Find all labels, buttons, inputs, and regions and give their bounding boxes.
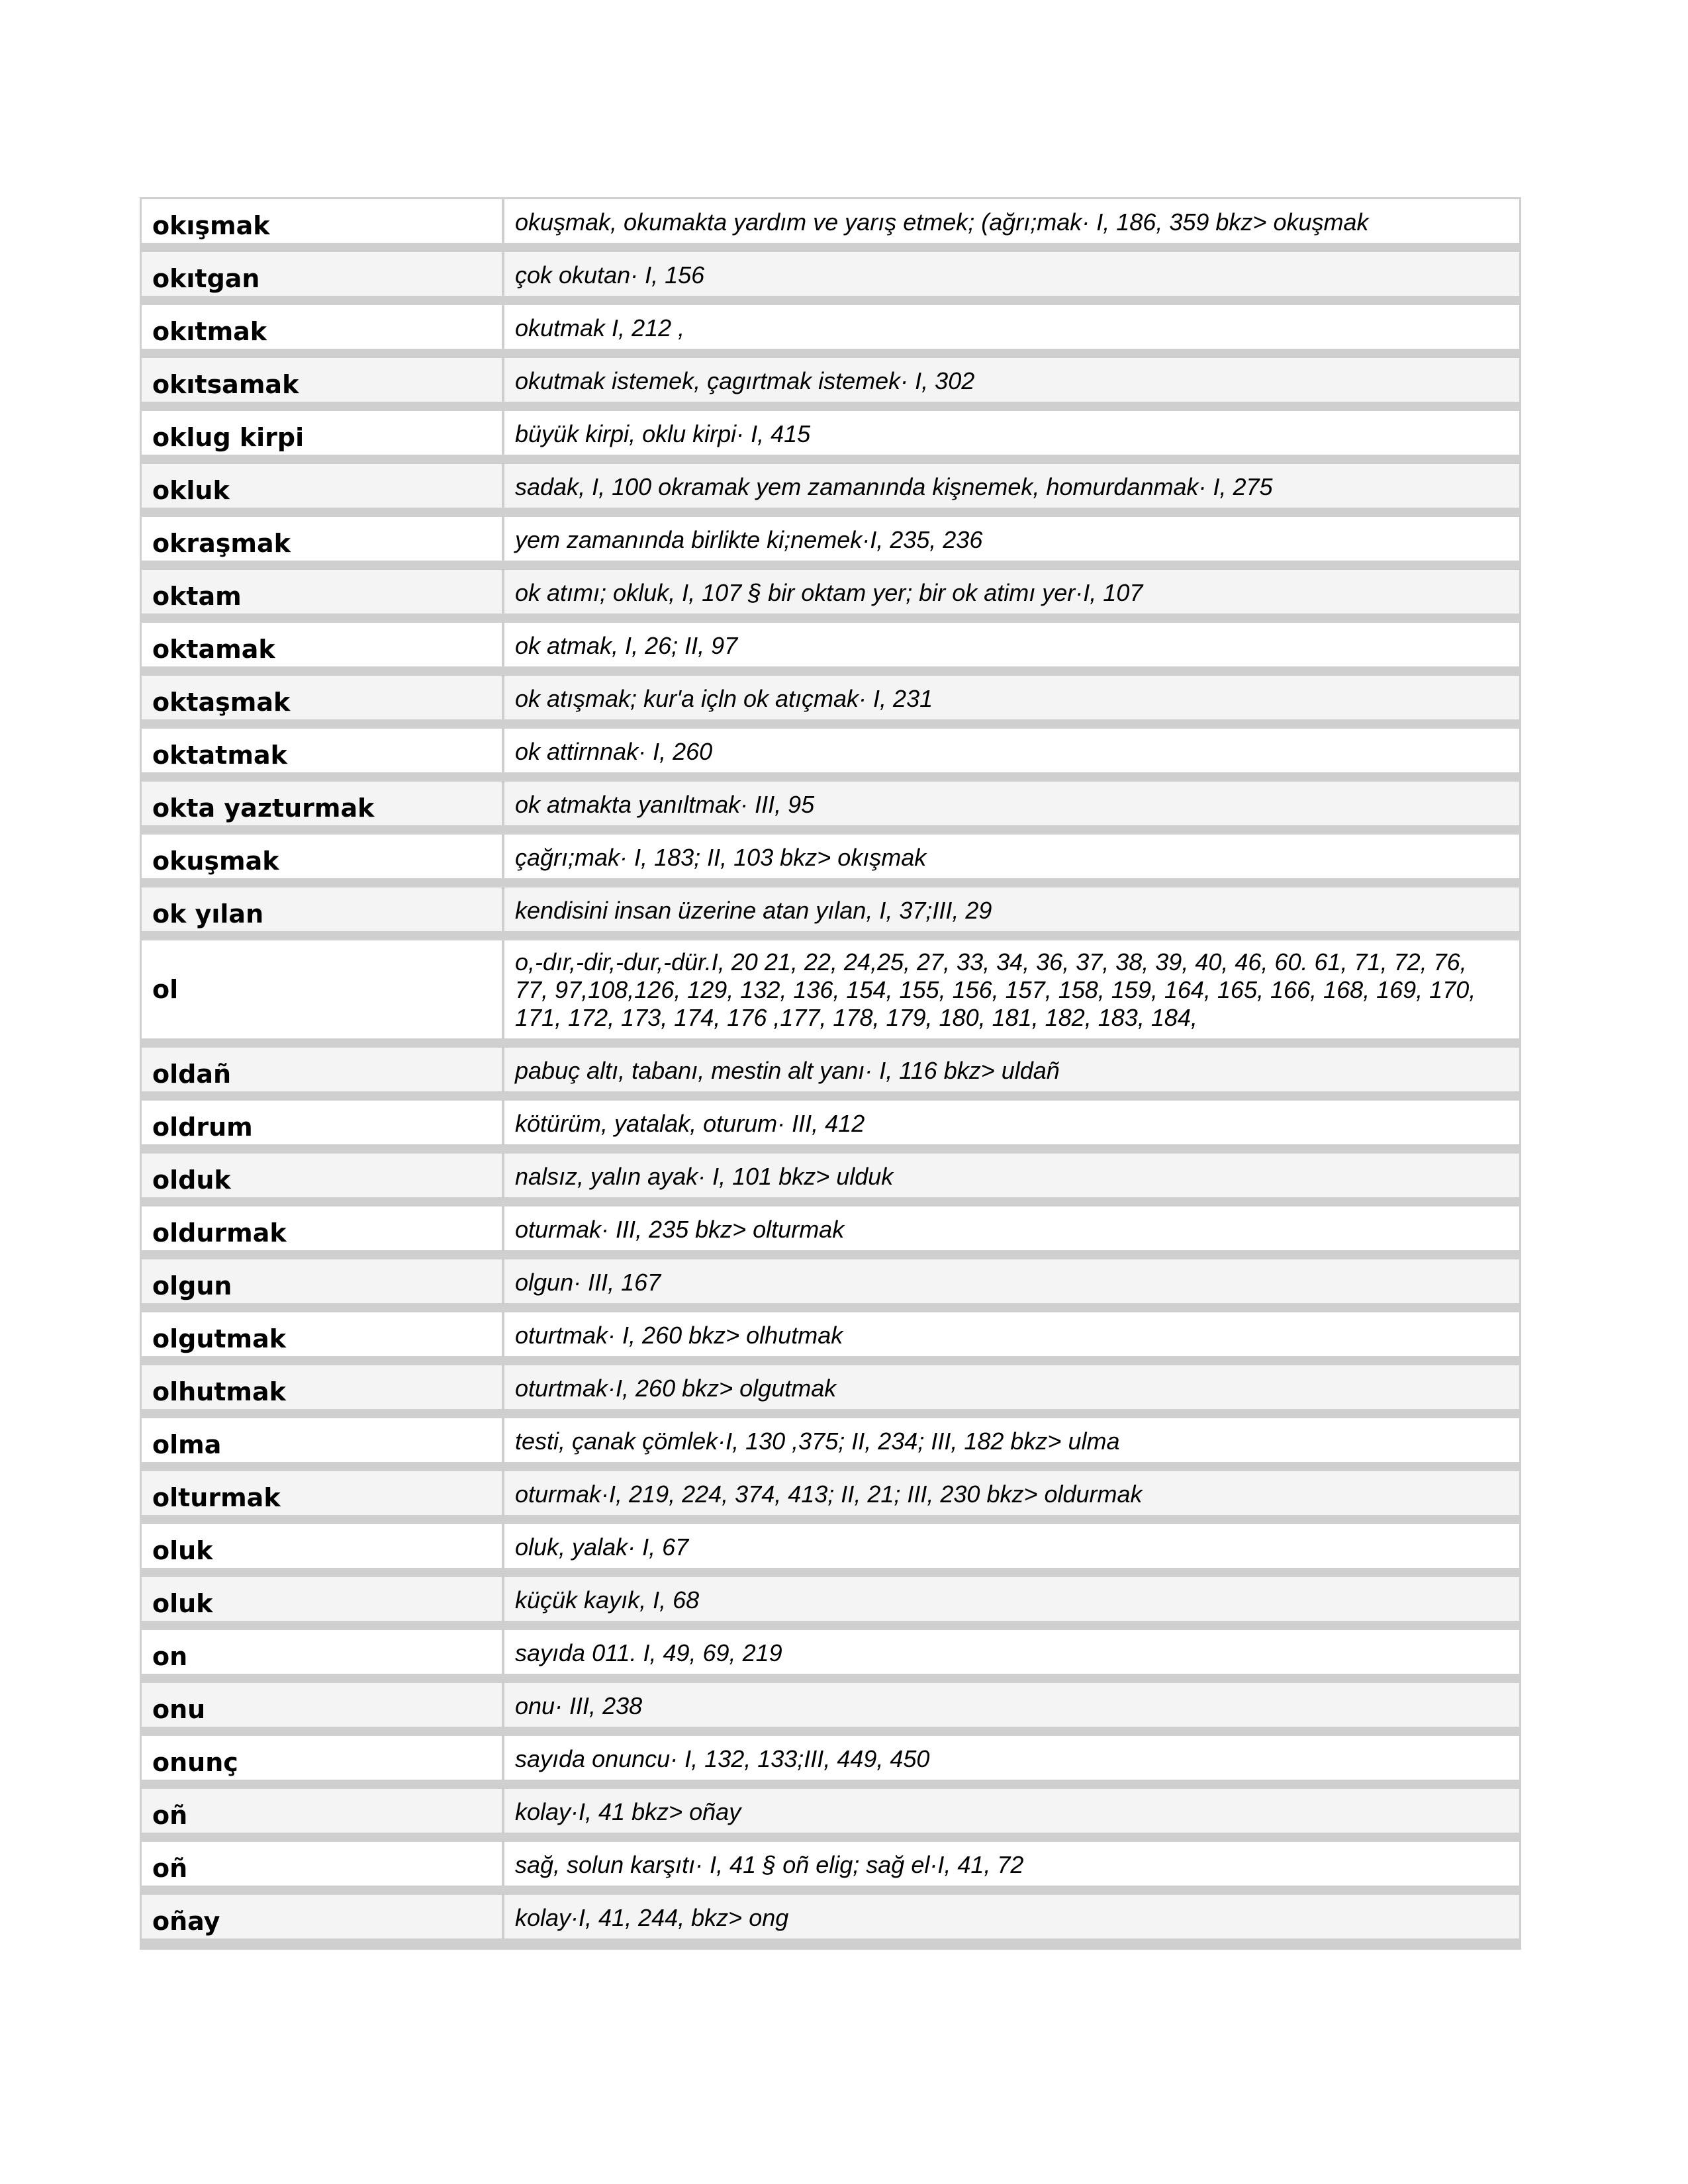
definition-cell: ok atımı; okluk, I, 107 § bir oktam yer; bir ok atimı yer·I, 107 bbox=[504, 570, 1519, 614]
definition-cell: sayıda 011. I, 49, 69, 219 bbox=[504, 1630, 1519, 1674]
term-cell: okıtgan bbox=[142, 252, 504, 296]
table-row bbox=[142, 1683, 1519, 1736]
term-cell: oktamak bbox=[142, 623, 504, 666]
definition-cell: küçük kayık, I, 68 bbox=[504, 1577, 1519, 1621]
definition-cell: oturmak· III, 235 bkz> olturmak bbox=[504, 1206, 1519, 1250]
term-cell: okraşmak bbox=[142, 517, 504, 561]
table-row bbox=[142, 1471, 1519, 1524]
term-cell: olhutmak bbox=[142, 1365, 504, 1409]
definition-cell: çağrı;mak· I, 183; II, 103 bkz> okışmak bbox=[504, 835, 1519, 878]
term-cell: okışmak bbox=[142, 199, 504, 243]
table-row bbox=[142, 1630, 1519, 1683]
term-cell: okıtmak bbox=[142, 305, 504, 349]
definition-cell: ok attirnnak· I, 260 bbox=[504, 729, 1519, 772]
table-row bbox=[142, 1259, 1519, 1312]
term-cell: oñ bbox=[142, 1842, 504, 1886]
definition-cell: oturtmak· I, 260 bkz> olhutmak bbox=[504, 1312, 1519, 1356]
definition-cell: oturmak·I, 219, 224, 374, 413; II, 21; III, 230 bkz> oldurmak bbox=[504, 1471, 1519, 1515]
table-row bbox=[142, 1418, 1519, 1471]
table-row bbox=[142, 517, 1519, 570]
definition-cell: çok okutan· I, 156 bbox=[504, 252, 1519, 296]
term-cell: oluk bbox=[142, 1524, 504, 1568]
term-cell: oldurmak bbox=[142, 1206, 504, 1250]
term-cell: onu bbox=[142, 1683, 504, 1727]
table-row bbox=[142, 782, 1519, 835]
definition-cell: kendisini insan üzerine atan yılan, I, 37;III, 29 bbox=[504, 887, 1519, 931]
table-row bbox=[142, 411, 1519, 464]
definition-cell: ok atmak, I, 26; II, 97 bbox=[504, 623, 1519, 666]
table-row bbox=[142, 1577, 1519, 1630]
term-cell: oldañ bbox=[142, 1048, 504, 1091]
table-row bbox=[142, 464, 1519, 517]
definition-cell: sağ, solun karşıtı· I, 41 § oñ elig; sağ el·I, 41, 72 bbox=[504, 1842, 1519, 1886]
table-row bbox=[142, 252, 1519, 305]
definition-cell: sadak, I, 100 okramak yem zamanında kişnemek, homurdanmak· I, 275 bbox=[504, 464, 1519, 508]
table-row bbox=[142, 835, 1519, 887]
term-cell: okıtsamak bbox=[142, 358, 504, 402]
term-cell: on bbox=[142, 1630, 504, 1674]
term-cell: olma bbox=[142, 1418, 504, 1462]
table-row bbox=[142, 1842, 1519, 1895]
term-cell: ok yılan bbox=[142, 887, 504, 931]
term-cell: okluk bbox=[142, 464, 504, 508]
definition-cell: okuşmak, okumakta yardım ve yarış etmek; (ağrı;mak· I, 186, 359 bkz> okuşmak bbox=[504, 199, 1519, 243]
table-row bbox=[142, 1736, 1519, 1789]
term-cell: oldrum bbox=[142, 1101, 504, 1144]
table-row bbox=[142, 1312, 1519, 1365]
term-cell: okta yazturmak bbox=[142, 782, 504, 825]
definition-cell: yem zamanında birlikte ki;nemek·I, 235, 236 bbox=[504, 517, 1519, 561]
definition-cell: nalsız, yalın ayak· I, 101 bkz> ulduk bbox=[504, 1154, 1519, 1197]
definition-cell: kötürüm, yatalak, oturum· III, 412 bbox=[504, 1101, 1519, 1144]
definition-cell: kolay·I, 41 bkz> oñay bbox=[504, 1789, 1519, 1833]
definition-cell: kolay·I, 41, 244, bkz> ong bbox=[504, 1895, 1519, 1938]
table-row bbox=[142, 1524, 1519, 1577]
term-cell: olgun bbox=[142, 1259, 504, 1303]
table-row bbox=[142, 887, 1519, 940]
definition-cell: okutmak istemek, çagırtmak istemek· I, 302 bbox=[504, 358, 1519, 402]
table-row bbox=[142, 199, 1519, 252]
table-row bbox=[142, 305, 1519, 358]
definition-cell: olgun· III, 167 bbox=[504, 1259, 1519, 1303]
definition-cell: testi, çanak çömlek·I, 130 ,375; II, 234; III, 182 bkz> ulma bbox=[504, 1418, 1519, 1462]
term-cell: oktatmak bbox=[142, 729, 504, 772]
definition-cell: pabuç altı, tabanı, mestin alt yanı· I, 116 bkz> uldañ bbox=[504, 1048, 1519, 1091]
definition-cell: onu· III, 238 bbox=[504, 1683, 1519, 1727]
table-row bbox=[142, 1206, 1519, 1259]
definition-cell: okutmak I, 212 , bbox=[504, 305, 1519, 349]
table-row bbox=[142, 1365, 1519, 1418]
definition-cell: ok atmakta yanıltmak· III, 95 bbox=[504, 782, 1519, 825]
table-row bbox=[142, 676, 1519, 729]
term-cell: olduk bbox=[142, 1154, 504, 1197]
table-row bbox=[142, 729, 1519, 782]
table-row bbox=[142, 1101, 1519, 1154]
term-cell: oñay bbox=[142, 1895, 504, 1938]
definition-cell: oturtmak·I, 260 bkz> olgutmak bbox=[504, 1365, 1519, 1409]
dictionary-table bbox=[140, 197, 1521, 1950]
table-row bbox=[142, 623, 1519, 676]
term-cell: oklug kirpi bbox=[142, 411, 504, 455]
table-row bbox=[142, 1895, 1519, 1948]
term-cell: olgutmak bbox=[142, 1312, 504, 1356]
term-cell: oluk bbox=[142, 1577, 504, 1621]
term-cell: oñ bbox=[142, 1789, 504, 1833]
definition-cell: oluk, yalak· I, 67 bbox=[504, 1524, 1519, 1568]
definition-cell: büyük kirpi, oklu kirpi· I, 415 bbox=[504, 411, 1519, 455]
term-cell: oktam bbox=[142, 570, 504, 614]
definition-cell: sayıda onuncu· I, 132, 133;III, 449, 450 bbox=[504, 1736, 1519, 1780]
definition-cell: ok atışmak; kur'a içln ok atıçmak· I, 231 bbox=[504, 676, 1519, 719]
term-cell: ol bbox=[142, 940, 504, 1038]
table-row bbox=[142, 940, 1519, 1048]
term-cell: olturmak bbox=[142, 1471, 504, 1515]
table-row bbox=[142, 570, 1519, 623]
table-row bbox=[142, 1789, 1519, 1842]
table-row bbox=[142, 1048, 1519, 1101]
definition-cell: o,-dır,-dir,-dur,-dür.I, 20 21, 22, 24,25, 27, 33, 34, 36, 37, 38, 39, 40, 46, 60. 61, 71, 72, 76, 77, 97,108,126, 129, 132, 136, 154, 155, 156, 157, 158, 159, 164, 165, 166, 168, 169, 170, 171, 172, 173, 174, 176 ,177, 178, 179, 180, 181, 182, 183, 184, bbox=[504, 940, 1519, 1038]
term-cell: okuşmak bbox=[142, 835, 504, 878]
term-cell: oktaşmak bbox=[142, 676, 504, 719]
term-cell: onunç bbox=[142, 1736, 504, 1780]
table-row bbox=[142, 358, 1519, 411]
table-row bbox=[142, 1154, 1519, 1206]
